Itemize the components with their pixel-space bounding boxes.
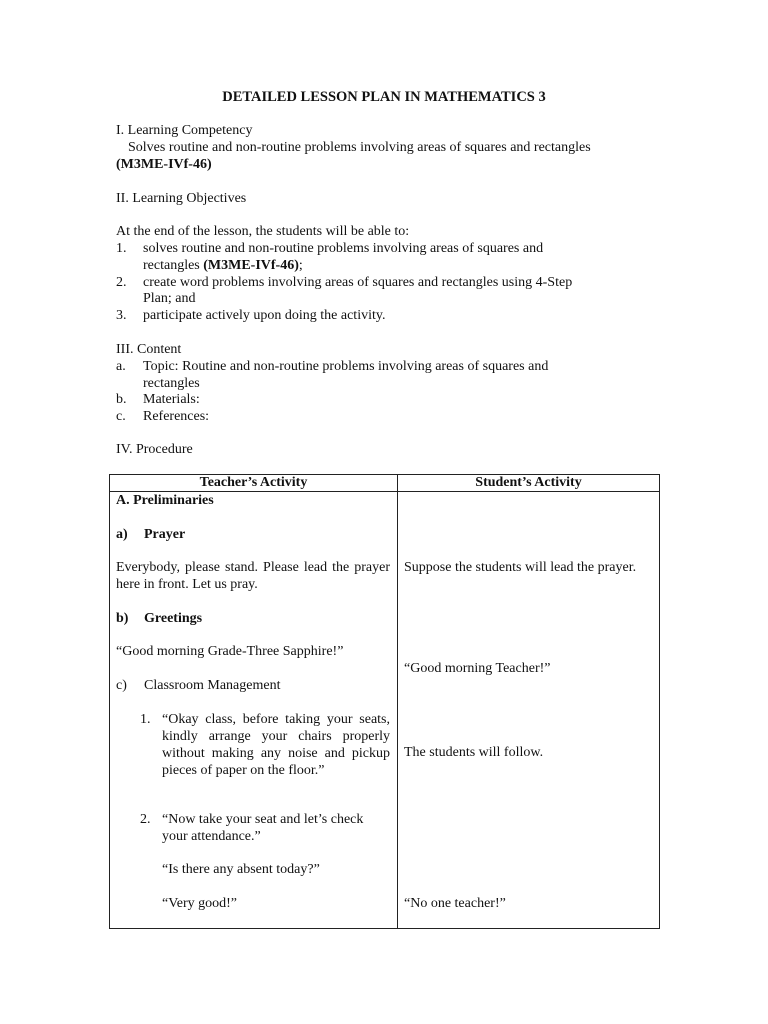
teacher-activity-cell [110, 492, 398, 929]
content-heading: III. Content [116, 342, 182, 357]
content-materials: Materials: [143, 392, 200, 407]
objective-number: 1. [116, 241, 127, 256]
greetings-letter: b) [116, 611, 129, 626]
objective-number: 3. [116, 308, 127, 323]
step1-instruction: “Okay class, before taking your seats, kindly arrange your chairs properly without making any noise and pickup pieces of paper on the floor.” [162, 712, 390, 778]
competency-text: Solves routine and non-routine problems involving areas of squares and rectangles [128, 140, 591, 155]
prayer-instruction: Everybody, please stand. Please lead the prayer here in front. Let us pray. [116, 560, 390, 592]
content-references: References: [143, 409, 210, 424]
greeting-response: “Good morning Teacher!” [404, 661, 551, 676]
content-letter: c. [116, 409, 126, 424]
content-letter: a. [116, 359, 126, 374]
prayer-letter: a) [116, 527, 128, 542]
objective-number: 2. [116, 275, 127, 290]
content-topic-line2: rectangles [143, 376, 200, 391]
objective-1-line2 [143, 257, 303, 274]
step2-instruction: “Now take your seat and let’s check your attendance.” [162, 812, 364, 844]
prayer-label: Prayer [144, 527, 186, 542]
content-letter: b. [116, 392, 127, 407]
competency-heading: I. Learning Competency [116, 123, 253, 138]
management-letter: c) [116, 678, 127, 693]
follow-response: The students will follow. [404, 745, 544, 760]
student-activity-cell [398, 492, 660, 929]
teacher-greeting: “Good morning Grade-Three Sapphire!” [116, 644, 344, 659]
step-number: 2. [140, 812, 151, 827]
step-number: 1. [140, 712, 151, 727]
objective-1-line2-pre: rectangles [143, 258, 204, 273]
procedure-heading: IV. Procedure [116, 442, 193, 457]
greetings-label: Greetings [144, 611, 203, 626]
prayer-response: Suppose the students will lead the prayer. [404, 560, 637, 575]
absent-response: “No one teacher!” [404, 896, 506, 911]
objective-2-line1: create word problems involving areas of squares and rectangles using 4-Step [143, 275, 573, 290]
table-header-row [110, 475, 660, 492]
document-title: DETAILED LESSON PLAN IN MATHEMATICS 3 [222, 89, 546, 105]
absent-question: “Is there any absent today?” [162, 862, 320, 877]
objectives-heading: II. Learning Objectives [116, 191, 247, 206]
table-row [110, 492, 660, 929]
objective-3-line1: participate actively upon doing the activity. [143, 308, 386, 323]
competency-code: (M3ME-IVf-46) [116, 157, 212, 172]
teacher-activity-header: Teacher’s Activity [110, 475, 398, 492]
objective-1-line2-post: ; [298, 258, 303, 273]
preliminaries-heading: A. Preliminaries [116, 493, 214, 508]
objective-1-code: (M3ME-IVf-46) [203, 258, 299, 273]
objectives-intro: At the end of the lesson, the students will be able to: [116, 224, 410, 239]
management-label: Classroom Management [144, 678, 281, 693]
procedure-table [109, 474, 660, 929]
content-topic-line1: Topic: Routine and non-routine problems involving areas of squares and [143, 359, 549, 374]
very-good-remark: “Very good!” [162, 896, 238, 911]
objective-2-line2: Plan; and [143, 291, 196, 306]
objective-1-line1: solves routine and non-routine problems involving areas of squares and [143, 241, 544, 256]
student-activity-header: Student’s Activity [398, 475, 660, 492]
